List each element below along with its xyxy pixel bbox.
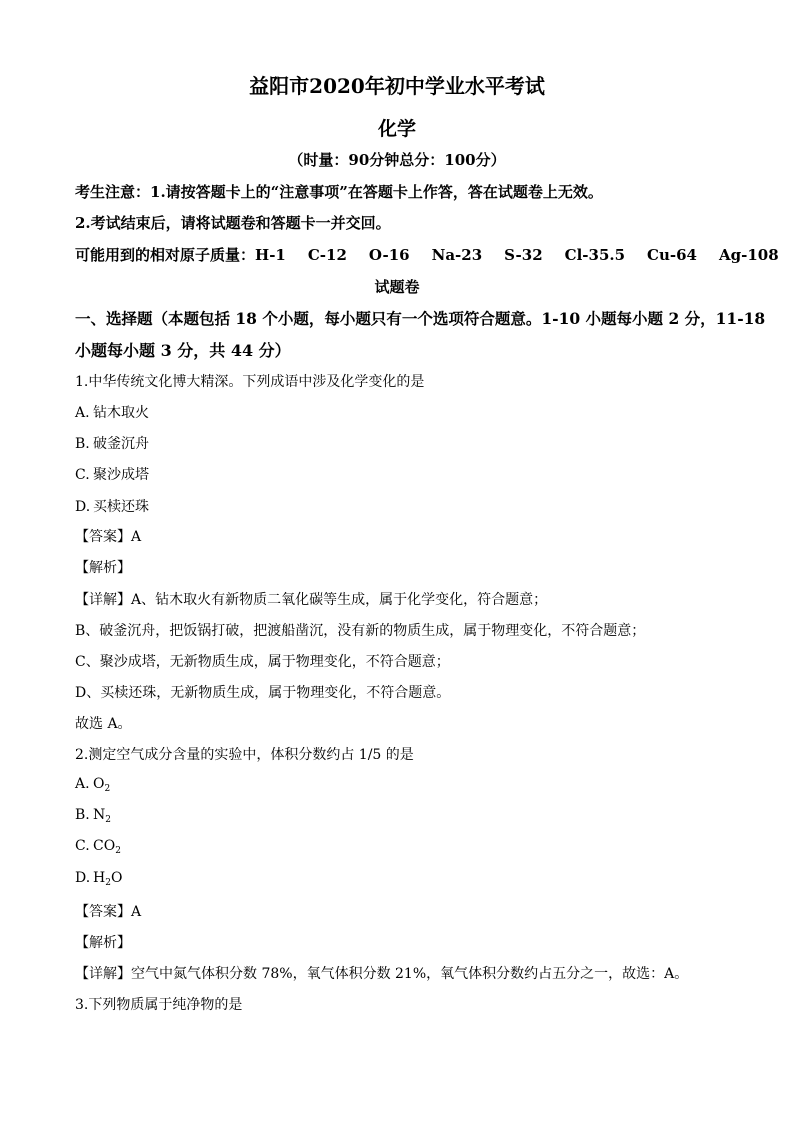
option-label: D.: [75, 499, 91, 515]
formula-sub: 2: [105, 815, 111, 825]
exam-title: 益阳市2020年初中学业水平考试: [249, 74, 545, 98]
option-label: A.: [75, 776, 90, 792]
q2-answer: 【答案】A: [75, 904, 142, 920]
mass-item: Cl-35.5: [564, 246, 626, 264]
mass-item: H-1: [255, 246, 286, 264]
q3-stem: 3.下列物质属于纯净物的是: [75, 997, 243, 1013]
mass-item: O-16: [368, 246, 410, 264]
formula-sub: 2: [105, 878, 111, 888]
q1-detail-line: C、聚沙成塔，无新物质生成，属于物理变化，不符合题意；: [75, 654, 450, 670]
formula-main: O: [93, 776, 105, 792]
mass-item: Ag-108: [719, 246, 779, 264]
subject-title: 化学: [377, 118, 416, 140]
q1-option-c: [75, 464, 149, 484]
time-info: （时量：90分钟总分：100分）: [288, 151, 506, 169]
q2-option-b: [75, 807, 111, 823]
q2-option-c: [75, 838, 121, 854]
option-label: B.: [75, 436, 90, 452]
option-text: 钻木取火: [93, 405, 149, 421]
formula-main: H: [93, 870, 106, 886]
mass-item: Na-23: [431, 246, 483, 264]
q1-detail-line: 【详解】A、钻木取火有新物质二氧化碳等生成，属于化学变化，符合题意；: [75, 592, 548, 608]
atomic-masses-label: 可能用到的相对原子质量：: [75, 246, 256, 264]
q1-detail-line: B、破釜沉舟，把饭锅打破，把渡船凿沉，没有新的物质生成，属于物理变化，不符合题意；: [75, 623, 646, 639]
formula-sub: 2: [104, 784, 111, 794]
option-label: B.: [75, 807, 90, 823]
q1-option-d: [75, 496, 149, 516]
option-label: C.: [75, 838, 90, 854]
formula-sub: 2: [115, 846, 121, 856]
option-text: 聚沙成塔: [93, 467, 149, 483]
formula-tail: O: [110, 870, 123, 886]
section1-heading-line1: 一、选择题（本题包括 18 个小题，每小题只有一个选项符合题意。1-10 小题每小题 2 分，11-18: [75, 309, 766, 328]
notice-line-2: 2.考试结束后，请将试题卷和答题卡一并交回。: [75, 214, 391, 232]
formula-main: N: [93, 807, 106, 823]
mass-item: C-12: [307, 246, 347, 264]
q2-stem: 2.测定空气成分含量的实验中，体积分数约占 1/5 的是: [75, 747, 414, 763]
q1-analysis: 【解析】: [75, 560, 131, 576]
mass-item: Cu-64: [647, 246, 697, 264]
option-label: D.: [75, 870, 91, 886]
section-label: 试题卷: [374, 278, 420, 296]
option-text: 破釜沉舟: [93, 436, 149, 452]
q2-option-d: [75, 870, 122, 886]
q2-analysis: 【解析】: [75, 935, 131, 951]
mass-item: S-32: [504, 246, 543, 264]
option-label: A.: [75, 405, 90, 421]
q1-detail-line: D、买椟还珠，无新物质生成，属于物理变化，不符合题意。: [75, 685, 451, 701]
q1-conclusion: 故选 A。: [75, 716, 132, 732]
option-text: 买椟还珠: [93, 499, 149, 515]
q1-option-a: [75, 402, 149, 422]
notice-line-1: 考生注意：1.请按答题卡上的“注意事项”在答题卡上作答，答在试题卷上无效。: [75, 183, 603, 201]
q1-option-b: [75, 433, 149, 453]
q1-stem: 1.中华传统文化博大精深。下列成语中涉及化学变化的是: [75, 374, 425, 390]
atomic-masses: [75, 244, 779, 265]
q1-answer: 【答案】A: [75, 529, 142, 545]
q2-option-a: [75, 776, 110, 792]
option-label: C.: [75, 467, 90, 483]
section1-heading-line2: 小题每小题 3 分，共 44 分）: [75, 341, 291, 360]
q2-detail: 【详解】空气中氮气体积分数 78%，氧气体积分数 21%，氧气体积分数约占五分之一，故选：A。: [75, 966, 689, 982]
formula-main: CO: [93, 838, 116, 854]
